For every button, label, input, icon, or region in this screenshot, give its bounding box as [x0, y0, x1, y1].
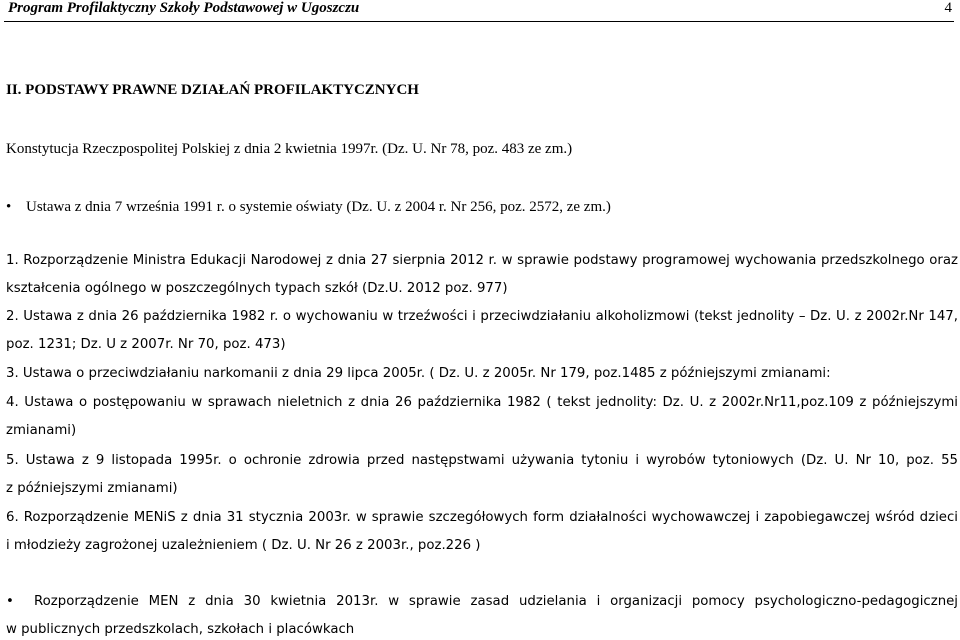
list-item-2-line-1: 2. Ustawa z dnia 26 października 1982 r. o wychowaniu w trzeźwości i przeciwdziałaniu alkoholizmowi (tekst jednolity – Dz. U. z 2002r.Nr 147, — [6, 309, 958, 324]
page-number: 4 — [944, 0, 952, 16]
list-item-5-line-1: 5. Ustawa z 9 listopada 1995r. o ochronie zdrowia przed następstwami używania tytoniu i wyrobów tytoniowych (Dz. U. Nr 10, poz. 55 — [6, 453, 958, 468]
list-item-3: 3. Ustawa o przeciwdziałaniu narkomanii z dnia 29 lipca 2005r. ( Dz. U. z 2005r. Nr 179, poz.1485 z późniejszymi zmianami: — [6, 366, 831, 381]
bullet-text-line-1: Rozporządzenie MEN z dnia 30 kwietnia 2013r. w sprawie zasad udzielania i organizacji pomocy psychologiczno-pedagogicznej — [34, 594, 958, 609]
header-rule — [4, 21, 954, 22]
list-item-1-line-1: 1. Rozporządzenie Ministra Edukacji Narodowej z dnia 27 sierpnia 2012 r. w sprawie podstawy programowej wychowania przedszkolnego oraz — [6, 253, 958, 268]
bullet-text-line-2: w publicznych przedszkolach, szkołach i placówkach — [6, 622, 355, 637]
bullet-text: Ustawa z dnia 7 września 1991 r. o systemie oświaty (Dz. U. z 2004 r. Nr 256, poz. 2572, ze zm.) — [26, 199, 611, 215]
header-title: Program Profilaktyczny Szkoły Podstawowej w Ugoszczu — [8, 0, 360, 16]
list-item-2-line-2: poz. 1231; Dz. U z 2007r. Nr 70, poz. 473) — [6, 337, 286, 352]
bullet-item-education-act — [6, 199, 611, 216]
list-item-6-line-1: 6. Rozporządzenie MENiS z dnia 31 stycznia 2003r. w sprawie szczegółowych form działalności wychowawczej i zapobiegawczej wśród dzieci — [6, 510, 958, 525]
list-item-4-line-2: zmianami) — [6, 423, 77, 438]
section-heading: II. PODSTAWY PRAWNE DZIAŁAŃ PROFILAKTYCZNYCH — [6, 82, 419, 98]
list-item-4-line-1: 4. Ustawa o postępowaniu w sprawach nieletnich z dnia 26 października 1982 ( tekst jednolity: Dz. U. z 2002r.Nr11,poz.109 z późniejszymi — [6, 395, 958, 410]
bullet-icon: • — [6, 594, 14, 609]
bullet-item-men-regulation — [6, 594, 958, 609]
list-item-5-line-2: z późniejszymi zmianami) — [6, 481, 178, 496]
bullet-icon: • — [6, 199, 12, 215]
page-header — [4, 0, 954, 20]
list-item-6-line-2: i młodzieży zagrożonej uzależnieniem ( Dz. U. Nr 26 z 2003r., poz.226 ) — [6, 538, 481, 553]
list-item-1-line-2: kształcenia ogólnego w poszczególnych typach szkół (Dz.U. 2012 poz. 977) — [6, 281, 508, 296]
constitution-paragraph: Konstytucja Rzeczpospolitej Polskiej z dnia 2 kwietnia 1997r. (Dz. U. Nr 78, poz. 483 ze zm.) — [6, 141, 573, 157]
